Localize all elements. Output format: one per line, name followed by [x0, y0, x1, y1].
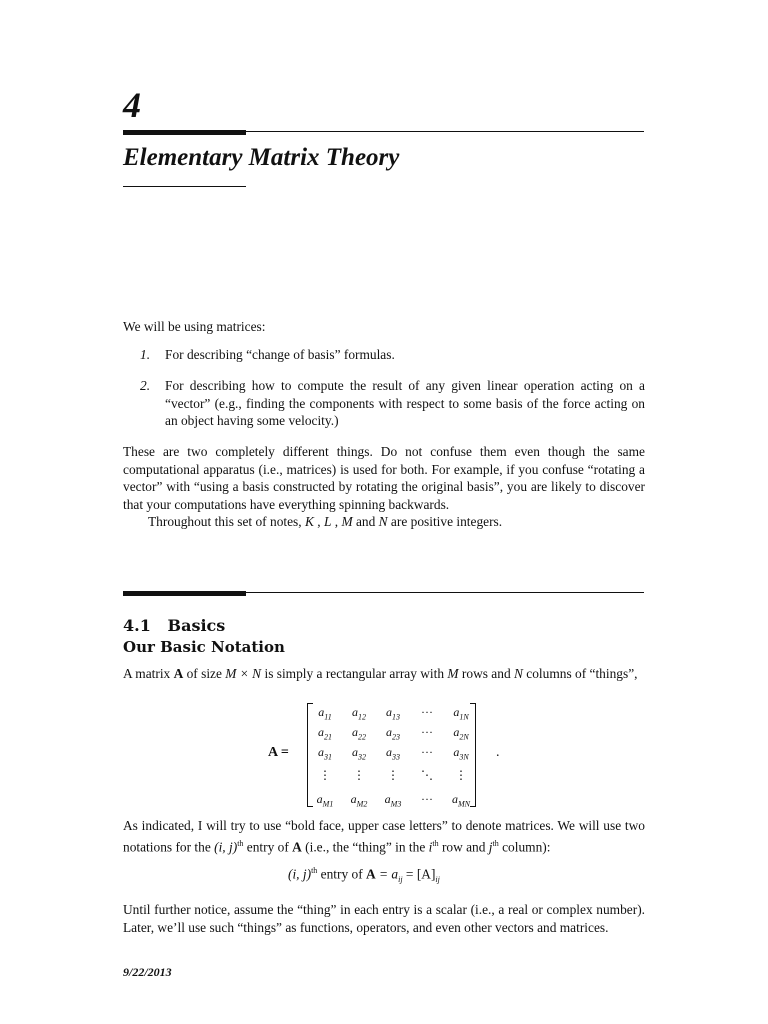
intro-lead: We will be using matrices: — [123, 319, 266, 334]
paragraph-text: These are two completely different things. Do not confuse them even though the same computational apparatus (i.e., matrices) is used for both. For example, if you confuse “rotating a vector” with “using a basis constructed by rotating the original basis”, you are likely to discover that your computations have everything spinning backwards. — [123, 444, 645, 512]
matrix-cell: $a_{M2}$ — [350, 792, 368, 809]
matrix-cell: $a_{MN}$ — [452, 792, 470, 809]
chapter-rule-thin — [246, 131, 644, 132]
matrix-cell: ⋮ — [319, 768, 331, 782]
chapter-number: 4 — [123, 85, 141, 125]
list-item-number: 2. — [140, 378, 151, 393]
matrix-cell: ··· — [421, 745, 433, 759]
paragraph-integers: Throughout this set of notes, K , L , M and N are positive integers. — [148, 514, 503, 529]
list-item-text: For describing “change of basis” formulas. — [165, 347, 395, 362]
matrix-cell: $a_{11}$ — [318, 705, 332, 722]
matrix-cell: ··· — [421, 725, 433, 739]
section-heading: 4.1 Basics — [123, 616, 226, 635]
section-rule-thick — [123, 591, 246, 596]
matrix-cell: $a_{M3}$ — [384, 792, 402, 809]
matrix-cell: $a_{31}$ — [318, 745, 332, 762]
matrix-trailing-period: . — [496, 745, 500, 760]
notation-paragraph: As indicated, I will try to use “bold face, upper case letters” to denote matrices. We will use two notations for the (i, j)$^{th}$ entry of A (i.e., the “thing” in the $i^{th}$ row and $j^{th}$ column): — [123, 818, 645, 854]
matrix-cell: $a_{12}$ — [352, 705, 366, 722]
chapter-rule-thick — [123, 130, 246, 135]
matrix-cell: ⋱ — [421, 768, 433, 782]
matrix-cell: $a_{13}$ — [386, 705, 400, 722]
matrix-cell: $a_{M1}$ — [316, 792, 334, 809]
matrix-cell: $a_{3N}$ — [453, 745, 469, 762]
chapter-title-underline — [123, 186, 246, 187]
chapter-title: Elementary Matrix Theory — [123, 144, 400, 171]
entry-formula: (i, j)$^{th}$ entry of $A = a_{ij} = [A]_{ij}$ — [288, 866, 440, 885]
matrix-cell: ··· — [421, 705, 433, 719]
matrix-cell: $a_{2N}$ — [453, 725, 469, 742]
intro-paragraph — [123, 443, 645, 531]
matrix-cell: ··· — [421, 792, 433, 806]
section-rule-thin — [246, 592, 644, 593]
scalar-paragraph: Until further notice, assume the “thing” in each entry is a scalar (i.e., a real or complex number). Later, we’ll use such “things” as functions, operators, and even other vectors and matrices. — [123, 902, 645, 935]
matrix-cell: $a_{23}$ — [386, 725, 400, 742]
footer-date: 9/22/2013 — [123, 965, 172, 979]
matrix-cell: $a_{33}$ — [386, 745, 400, 762]
list-item-text: For describing how to compute the result of any given linear operation acting on a “vector” (e.g., finding the components with respect to some basis of the force acting on an object having some velocity.) — [165, 378, 645, 428]
matrix-cell: $a_{32}$ — [352, 745, 366, 762]
matrix-cell: $a_{22}$ — [352, 725, 366, 742]
list-item-number: 1. — [140, 347, 151, 362]
subsection-heading: Our Basic Notation — [123, 638, 285, 656]
matrix-definition: A matrix A of size M × N is simply a rectangular array with M rows and N columns of “things”, — [123, 666, 638, 681]
matrix-label: A = — [268, 745, 289, 760]
matrix-cell: ⋮ — [353, 768, 365, 782]
matrix-cell: ⋮ — [455, 768, 467, 782]
matrix-cell: $a_{21}$ — [318, 725, 332, 742]
matrix-cell: ⋮ — [387, 768, 399, 782]
matrix-cell: $a_{1N}$ — [453, 705, 469, 722]
